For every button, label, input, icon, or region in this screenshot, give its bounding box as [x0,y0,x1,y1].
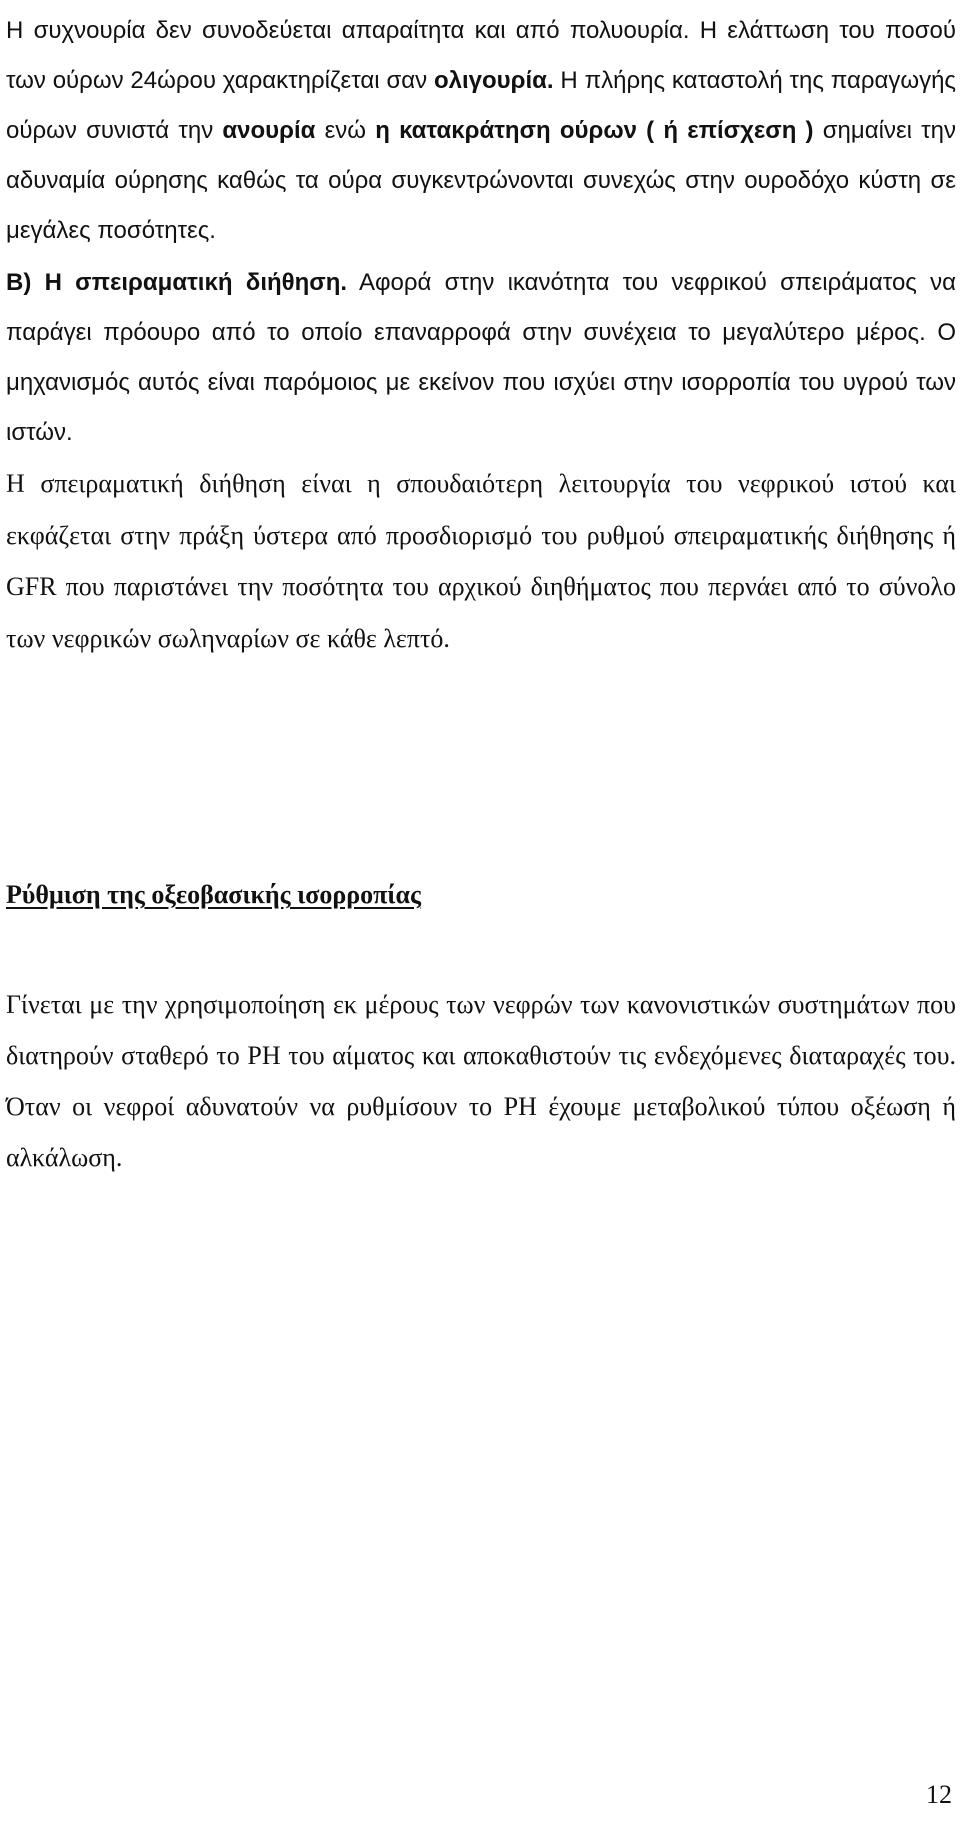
paragraph-glomerular-filtration-intro [6,258,956,458]
text-run: ενώ [315,117,376,144]
term-oliguria: ολιγουρία. [433,67,554,94]
page-number: 12 [926,1780,952,1809]
acid-base-text: Γίνεται με την χρησιμοποίηση εκ μέρους των νεφρών των κανονιστικών συστημάτων που διατηρούν σταθερό το PH του αίματος και αποκαθιστούν τις ενδεχόμενες διαταραχές του. Όταν οι νεφροί αδυνατούν να ρυθμίσουν το PH έχουμε μεταβολικού τύπου οξέωση ή αλκάλωση. [6,990,956,1172]
term-urinary-retention: η κατακράτηση ούρων ( ή επίσχεση ) [375,117,814,144]
paragraph-urination-disorders [6,6,956,256]
text-run: Αφορά στην ικανότητα του νεφρικού σπειράματος να παράγει πρόουρο από το οποίο επαναρροφά στην συνέχεια το μεγαλύτερο μέρος. Ο μηχανισμός αυτός είναι παρόμοιος με εκείνον που ισχύει στην ισορροπία του υγρού των ιστών. [6,269,957,446]
paragraph-acid-base [6,979,956,1183]
text-run: Η συχνουρία δεν συνοδεύεται απαραίτητα και από πολυουρία. Η ελάττωση του ποσού των ούρων 24ώρου χαρακτηρίζεται σαν [6,17,956,94]
section-heading-acid-base: Ρύθμιση της οξεοβασικής ισορροπίας [6,880,421,909]
text-run: Η πλήρης καταστολή της παραγωγής ούρων συνιστά την [6,67,957,144]
text-run: σημαίνει την αδυναμία ούρησης καθώς τα ούρα συγκεντρώνονται συνεχώς στην ουροδόχο κύστη σε μεγάλες ποσότητες. [6,117,956,244]
section-label-b: Β) Η σπειραματική διήθηση. [6,269,348,296]
term-anuria: ανουρία [222,117,316,144]
gfr-text: Η σπειραματική διήθηση είναι η σπουδαιότερη λειτουργία του νεφρικού ιστού και εκφάζεται στην πράξη ύστερα από προσδιορισμό του ρυθμού σπειραματικής διήθησης ή GFR που παριστάνει την ποσότητα του αρχικού διηθήματος που περνάει από το σύνολο των νεφρικών σωληναρίων σε κάθε λεπτό. [6,469,956,653]
paragraph-gfr [6,458,956,664]
